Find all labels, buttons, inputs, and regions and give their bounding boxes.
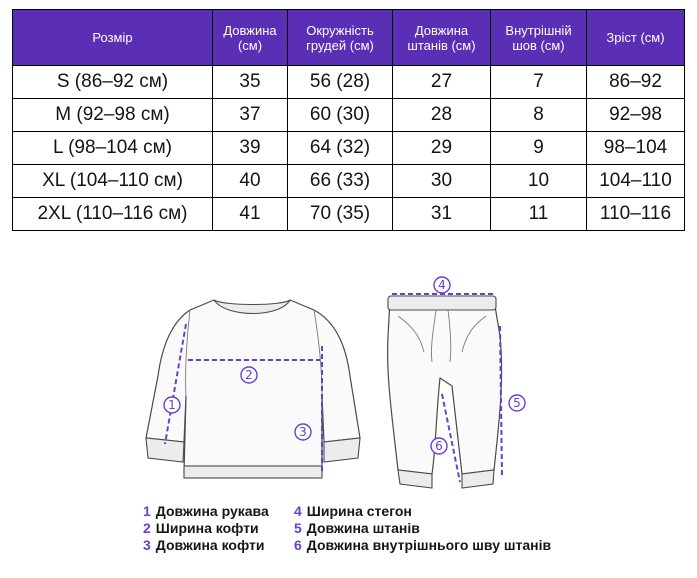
cell-inseam: 10 — [491, 165, 587, 198]
marker-5 — [509, 395, 525, 411]
cell-pants-length: 29 — [393, 132, 491, 165]
legend-number: 6 — [294, 537, 302, 553]
legend-number: 1 — [143, 503, 151, 519]
legend-number: 3 — [143, 537, 151, 553]
header-height: Зріст (см) — [587, 10, 685, 66]
cell-size: M (92–98 см) — [13, 99, 213, 132]
cell-height: 104–110 — [587, 165, 685, 198]
legend-label: Ширина стегон — [306, 503, 412, 519]
legend-number: 5 — [294, 520, 302, 536]
cell-pants-length: 28 — [393, 99, 491, 132]
legend-label: Довжина внутрішнього шву штанів — [306, 537, 552, 553]
cell-height: 98–104 — [587, 132, 685, 165]
cell-chest: 64 (32) — [288, 132, 393, 165]
cell-chest: 56 (28) — [288, 66, 393, 99]
svg-text:4: 4 — [438, 278, 446, 292]
svg-text:5: 5 — [513, 396, 521, 410]
cell-pants-length: 30 — [393, 165, 491, 198]
sweatshirt-illustration — [146, 300, 360, 478]
header-pants-length: Довжина штанів (см) — [393, 10, 491, 66]
legend-column-left — [143, 503, 269, 554]
marker-2 — [241, 367, 257, 383]
legend-item — [143, 537, 269, 554]
header-length: Довжина (см) — [213, 10, 288, 66]
table-row — [13, 165, 685, 198]
cell-height: 86–92 — [587, 66, 685, 99]
cell-height: 92–98 — [587, 99, 685, 132]
legend-item — [294, 503, 551, 520]
header-chest: Окружність грудей (см) — [288, 10, 393, 66]
cell-inseam: 8 — [491, 99, 587, 132]
cell-size: L (98–104 см) — [13, 132, 213, 165]
cell-inseam: 9 — [491, 132, 587, 165]
cell-pants-length: 27 — [393, 66, 491, 99]
cell-length: 40 — [213, 165, 288, 198]
cell-chest: 60 (30) — [288, 99, 393, 132]
cell-length: 41 — [213, 198, 288, 231]
table-header-row — [13, 10, 685, 66]
cell-chest: 70 (35) — [288, 198, 393, 231]
legend-column-right — [294, 503, 551, 554]
marker-6 — [431, 438, 447, 454]
cell-pants-length: 31 — [393, 198, 491, 231]
table-row — [13, 198, 685, 231]
cell-size: 2XL (110–116 см) — [13, 198, 213, 231]
cell-chest: 66 (33) — [288, 165, 393, 198]
cell-length: 39 — [213, 132, 288, 165]
table-row — [13, 66, 685, 99]
svg-text:1: 1 — [168, 398, 176, 412]
svg-text:3: 3 — [299, 425, 307, 439]
legend-label: Ширина кофти — [155, 520, 259, 536]
cell-size: XL (104–110 см) — [13, 165, 213, 198]
cell-length: 37 — [213, 99, 288, 132]
header-size: Розмір — [13, 10, 213, 66]
cell-inseam: 7 — [491, 66, 587, 99]
legend-number: 4 — [294, 503, 302, 519]
pants-illustration — [388, 296, 502, 488]
cell-size: S (86–92 см) — [13, 66, 213, 99]
marker-1 — [164, 397, 180, 413]
legend-item — [294, 520, 551, 537]
cell-inseam: 11 — [491, 198, 587, 231]
table-row — [13, 99, 685, 132]
legend-item — [143, 520, 269, 537]
legend-label: Довжина рукава — [155, 503, 269, 519]
legend-number: 2 — [143, 520, 151, 536]
table-row — [13, 132, 685, 165]
marker-4 — [434, 277, 450, 293]
legend-label: Довжина штанів — [306, 520, 420, 536]
svg-text:6: 6 — [435, 439, 443, 453]
header-inseam: Внутрішній шов (см) — [491, 10, 587, 66]
marker-3 — [295, 424, 311, 440]
legend-item — [294, 537, 551, 554]
cell-length: 35 — [213, 66, 288, 99]
svg-text:2: 2 — [245, 368, 253, 382]
cell-height: 110–116 — [587, 198, 685, 231]
size-table — [12, 9, 685, 231]
legend-item — [143, 503, 269, 520]
legend-label: Довжина кофти — [155, 537, 265, 553]
garment-diagram — [0, 266, 697, 506]
